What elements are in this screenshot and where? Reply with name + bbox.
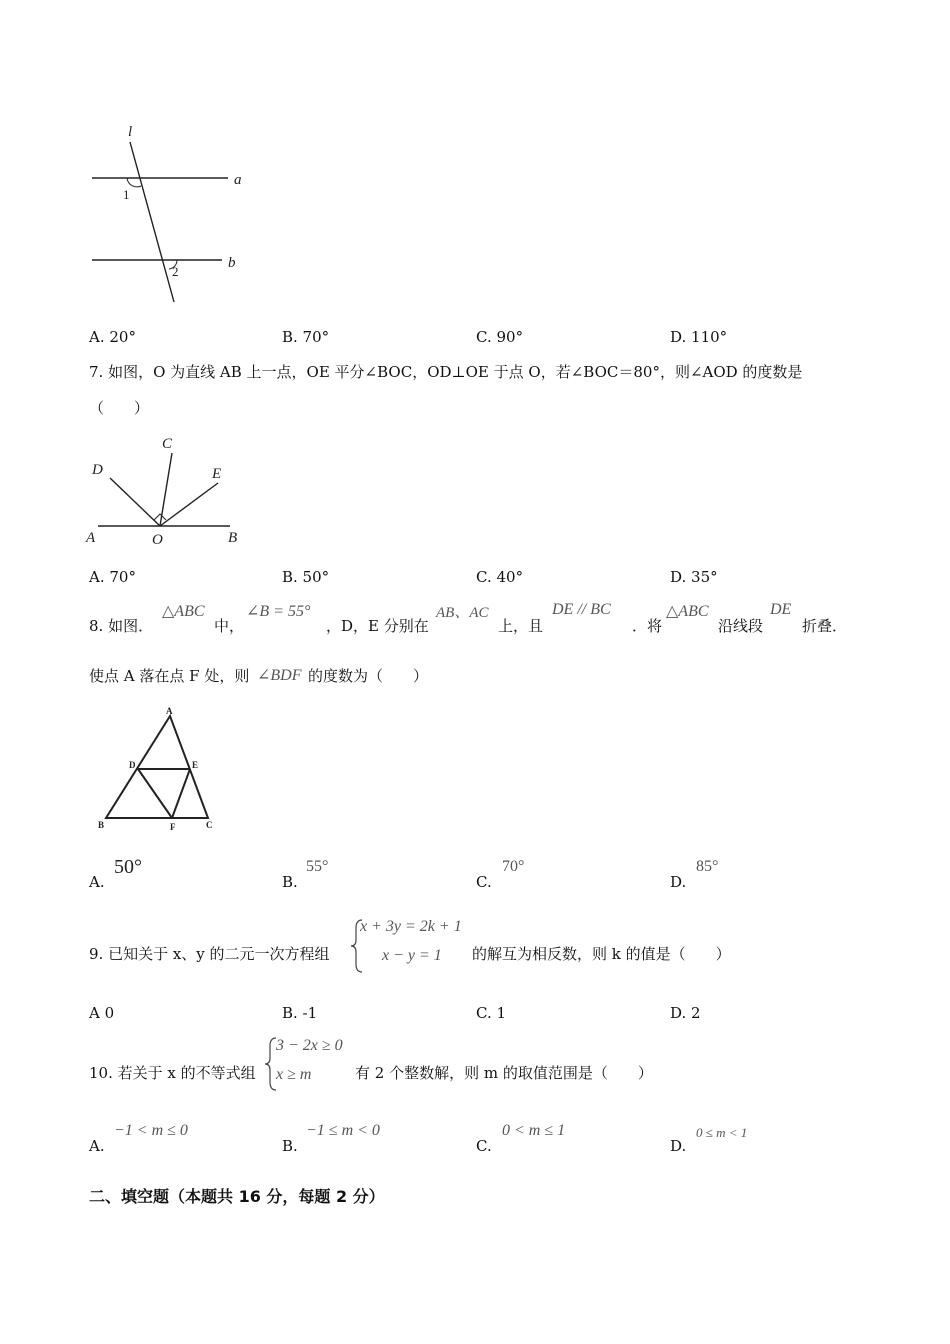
q8-text-2: 中， [214, 617, 245, 635]
q10-option-c-letter: C. [476, 1137, 492, 1155]
label-b: B [98, 820, 105, 830]
angle-figure-q7 [80, 428, 260, 550]
q6-option-a: A. 20° [89, 328, 136, 346]
ray-oc [160, 453, 172, 526]
q10-text-pre: 10. 若关于 x 的不等式组 [89, 1064, 256, 1082]
label-o: O [152, 532, 163, 548]
q8-text-7: 折叠． [802, 617, 848, 635]
line-l [130, 142, 174, 302]
q8-text-6: 沿线段 [718, 617, 764, 635]
right-angle-mark [154, 514, 166, 520]
label-c: C [162, 436, 173, 452]
q8-option-c-value: 70° [502, 858, 525, 875]
label-a: a [234, 172, 242, 188]
q9-option-a: A 0 [89, 1004, 115, 1022]
q9-text-pre: 9. 已知关于 x、y 的二元一次方程组 [89, 945, 330, 963]
q8-math-triangle-abc: △ABC [162, 603, 205, 620]
q8-text-line2b: 的度数为（ ） [308, 667, 429, 685]
q6-option-d: D. 110° [670, 328, 728, 346]
q8-option-a-value: 50° [114, 856, 142, 878]
q8-text-1: 8. 如图． [89, 617, 154, 635]
label-c: C [206, 820, 213, 830]
q10-option-d-value: 0 ≤ m < 1 [696, 1125, 748, 1140]
q8-option-b-value: 55° [306, 858, 329, 875]
q6-option-b: B. 70° [282, 328, 330, 346]
q8-option-a-letter: A. [89, 873, 105, 891]
q7-option-c: C. 40° [476, 568, 524, 586]
label-b: B [228, 530, 238, 546]
angle-1-arc [127, 178, 141, 187]
q10-text-post: 有 2 个整数解，则 m 的取值范围是（ ） [355, 1064, 653, 1082]
q7-option-d: D. 35° [670, 568, 718, 586]
ray-od [110, 478, 160, 526]
triangle-fold-figure [92, 704, 232, 836]
q10-option-b-value: −1 ≤ m < 0 [306, 1122, 380, 1139]
q8-math-angle-b: ∠B = 55° [246, 603, 311, 620]
q9-option-c: C. 1 [476, 1004, 507, 1022]
segment-ef [172, 769, 190, 818]
q7-option-a: A. 70° [89, 568, 136, 586]
q8-option-c-letter: C. [476, 873, 492, 891]
q10-option-a-letter: A. [89, 1137, 105, 1155]
q7-option-b: B. 50° [282, 568, 330, 586]
q9-equation-2: x − y = 1 [382, 947, 442, 964]
label-e: E [212, 466, 222, 482]
label-b: b [228, 255, 236, 271]
q8-text-3: ，D，E 分别在 [326, 617, 429, 635]
q8-text-4: 上，且 [498, 617, 544, 635]
label-e: E [192, 760, 199, 770]
q8-math-de: DE [770, 601, 792, 618]
q8-math-angle-bdf: ∠BDF [257, 667, 302, 684]
q10-inequality-1: 3 − 2x ≥ 0 [276, 1037, 343, 1054]
section-2-heading: 二、填空题（本题共 16 分，每题 2 分） [89, 1187, 385, 1206]
label-l: l [128, 124, 133, 140]
q8-text-5: ．将 [632, 617, 663, 635]
q7-answer-paren: （ ） [89, 399, 150, 417]
q9-text-post: 的解互为相反数，则 k 的值是（ ） [472, 945, 731, 963]
q10-option-a-value: −1 < m ≤ 0 [114, 1122, 188, 1139]
segment-df [138, 769, 172, 818]
q7-question-text: 7. 如图，O 为直线 AB 上一点，OE 平分∠BOC，OD⊥OE 于点 O，若∠BOC＝80°，则∠AOD 的度数是 [89, 363, 803, 381]
label-angle-1: 1 [123, 187, 130, 202]
q8-option-b-letter: B. [282, 873, 298, 891]
q9-option-d: D. 2 [670, 1004, 701, 1022]
q9-equation-1: x + 3y = 2k + 1 [360, 918, 462, 935]
label-a: A [166, 706, 173, 716]
q8-option-d-letter: D. [670, 873, 687, 891]
label-d: D [92, 462, 103, 478]
q8-math-de-parallel-bc: DE // BC [552, 601, 611, 618]
q9-option-b: B. -1 [282, 1004, 318, 1022]
label-a: A [86, 530, 96, 546]
q6-option-c: C. 90° [476, 328, 524, 346]
parallel-lines-figure [80, 120, 260, 310]
q10-option-d-letter: D. [670, 1137, 687, 1155]
q8-option-d-value: 85° [696, 858, 719, 875]
q10-option-b-letter: B. [282, 1137, 298, 1155]
ray-oe [160, 483, 218, 526]
q8-math-ab-ac: AB、AC [436, 605, 489, 621]
q10-option-c-value: 0 < m ≤ 1 [502, 1122, 566, 1139]
q8-math-triangle-abc-2: △ABC [666, 603, 709, 620]
label-d: D [129, 760, 136, 770]
q10-inequality-2: x ≥ m [276, 1066, 312, 1083]
label-angle-2: 2 [172, 264, 179, 279]
label-f: F [170, 822, 176, 832]
q8-text-line2a: 使点 A 落在点 F 处，则 [89, 667, 250, 685]
